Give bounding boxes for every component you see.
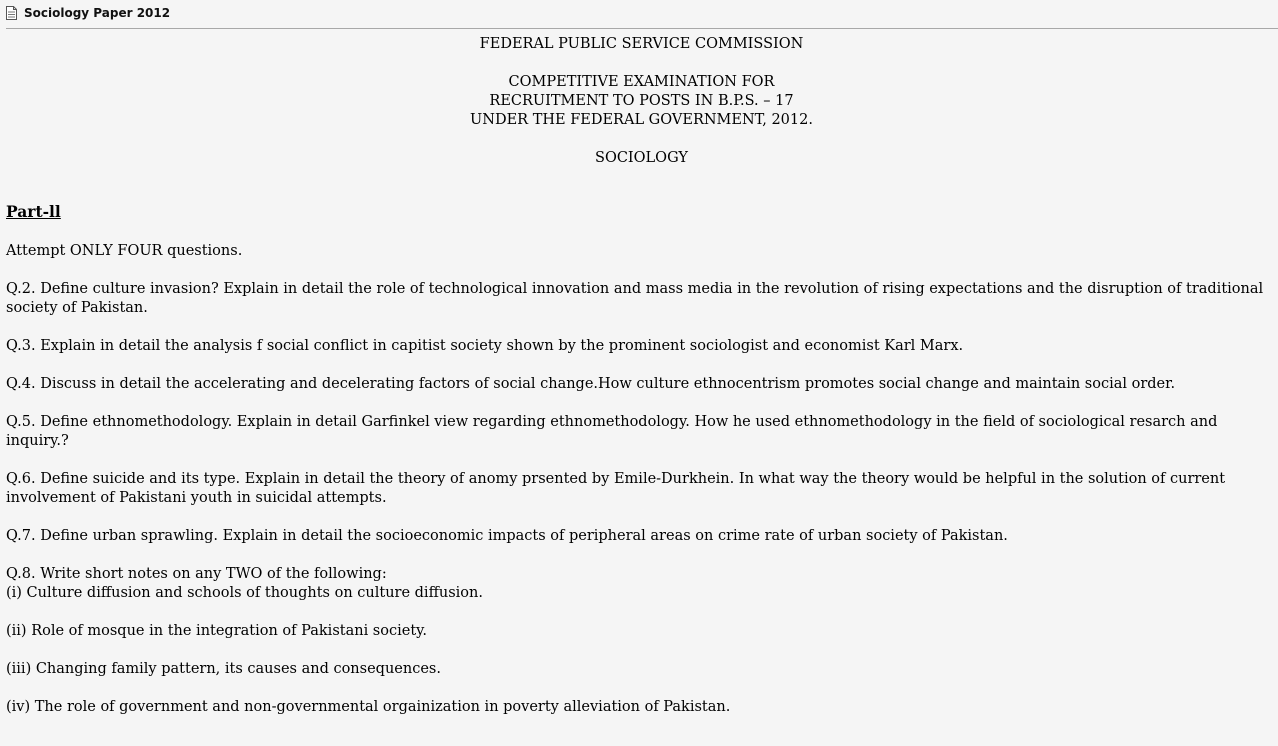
document-icon [6, 6, 17, 20]
question-8: Q.8. Write short notes on any TWO of the following: [6, 566, 387, 582]
exam-title-line-3: UNDER THE FEDERAL GOVERNMENT, 2012. [470, 112, 813, 128]
subject-heading: SOCIOLOGY [595, 150, 688, 166]
window-title: Sociology Paper 2012 [24, 6, 171, 20]
question-3: Q.3. Explain in detail the analysis f social conflict in capitist society shown by the prominent sociologist and economist Karl Marx. [6, 338, 964, 354]
short-note-3: (iii) Changing family pattern, its causes and consequences. [6, 661, 441, 677]
question-6: Q.6. Define suicide and its type. Explain in detail the theory of anomy prsented by Emile-Durkhein. In what way the theory would be helpful in the solution of current involvement of Pakistani youth in suicidal attempts. [6, 471, 1226, 506]
instruction: Attempt ONLY FOUR questions. [6, 243, 243, 259]
part-heading: Part-ll [6, 202, 61, 221]
commission-heading: FEDERAL PUBLIC SERVICE COMMISSION [479, 36, 804, 52]
exam-title-line-2: RECRUITMENT TO POSTS IN B.P.S. – 17 [489, 93, 794, 109]
window-titlebar [6, 4, 170, 22]
short-note-4: (iv) The role of government and non-governmental orgainization in poverty alleviation of Pakistan. [6, 699, 731, 715]
question-4: Q.4. Discuss in detail the accelerating and decelerating factors of social change.How culture ethnocentrism promotes social change and maintain social order. [6, 376, 1176, 392]
short-note-2: (ii) Role of mosque in the integration of Pakistani society. [6, 623, 428, 639]
title-divider [6, 28, 1278, 29]
question-5: Q.5. Define ethnomethodology. Explain in detail Garfinkel view regarding ethnomethodology. How he used ethnomethodology in the field of sociological resarch and inquiry.? [6, 414, 1218, 449]
question-7: Q.7. Define urban sprawling. Explain in detail the socioeconomic impacts of peripheral areas on crime rate of urban society of Pakistan. [6, 528, 1008, 544]
question-2: Q.2. Define culture invasion? Explain in detail the role of technological innovation and mass media in the revolution of rising expectations and the disruption of traditional society of Pakistan. [6, 281, 1264, 316]
short-note-1: (i) Culture diffusion and schools of thoughts on culture diffusion. [6, 585, 483, 601]
exam-title-line-1: COMPETITIVE EXAMINATION FOR [508, 74, 775, 90]
